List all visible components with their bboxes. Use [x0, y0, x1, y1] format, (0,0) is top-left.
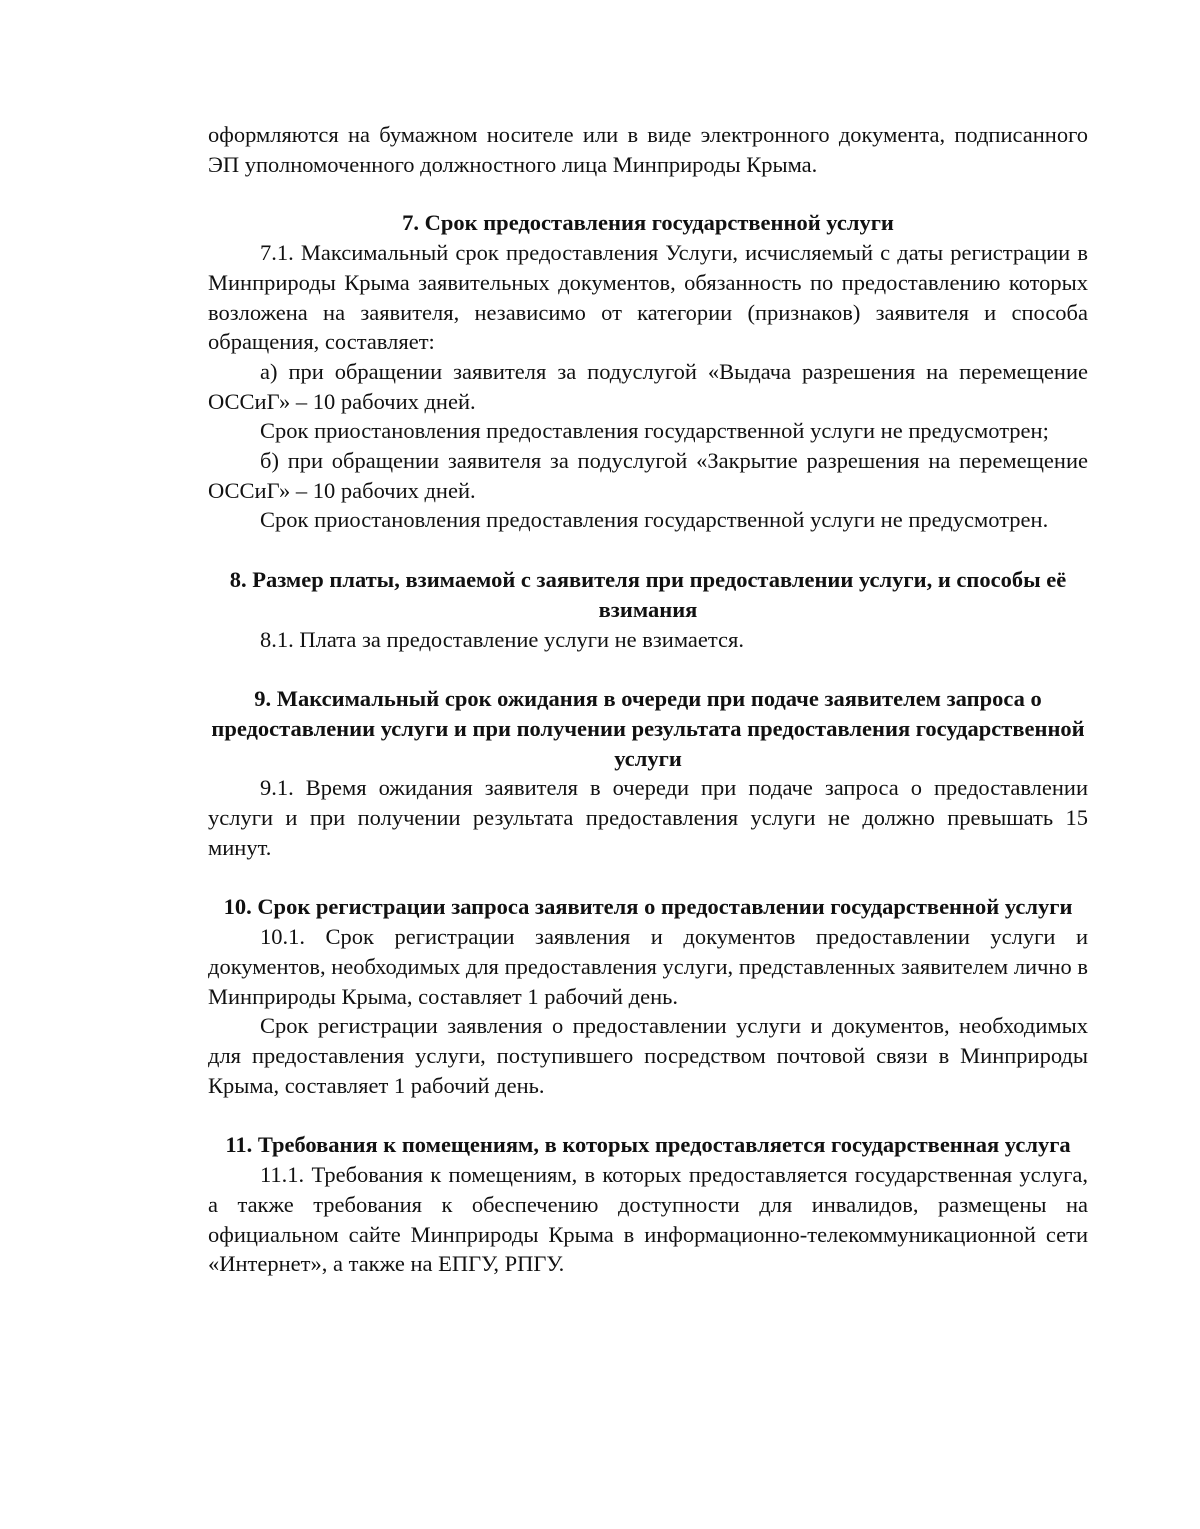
- paragraph: 10.1. Срок регистрации заявления и документов предоставлении услуги и документов, необходимых для предоставления услуги, представленных заявителем лично в Минприроды Крыма, составляет 1 рабочий день.: [208, 924, 1088, 1009]
- intro-paragraph: оформляются на бумажном носителе или в виде электронного документа, подписанного ЭП уполномоченного должностного лица Минприроды Крыма.: [208, 122, 1088, 177]
- section-heading: 11. Требования к помещениям, в которых предоставляется государственная услуга: [225, 1132, 1071, 1158]
- paragraph: Срок приостановления предоставления государственной услуги не предусмотрен;: [260, 418, 1049, 444]
- section-heading: 8. Размер платы, взимаемой с заявителя при предоставлении услуги, и способы её взимания: [229, 567, 1067, 622]
- section-11: [208, 1130, 1088, 1279]
- spacer: [208, 1100, 1088, 1130]
- document-page: [208, 120, 1088, 1279]
- section-10: [208, 892, 1088, 1100]
- spacer: [208, 535, 1088, 565]
- section-heading: 10. Срок регистрации запроса заявителя о предоставлении государственной услуги: [223, 894, 1073, 920]
- section-8: [208, 565, 1088, 654]
- paragraph: Срок приостановления предоставления государственной услуги не предусмотрен.: [260, 507, 1049, 533]
- paragraph: 8.1. Плата за предоставление услуги не взимается.: [260, 626, 744, 652]
- paragraph: 11.1. Требования к помещениям, в которых предоставляется государственная услуга, а также требования к обеспечению доступности для инвалидов, размещены на официальном сайте Минприроды Крыма в информационно-телекоммуникационной сети «Интернет», а также на ЕПГУ, РПГУ.: [208, 1162, 1088, 1277]
- spacer: [208, 654, 1088, 684]
- spacer: [208, 862, 1088, 892]
- section-heading: 7. Срок предоставления государственной услуги: [402, 210, 894, 236]
- paragraph: Срок регистрации заявления о предоставлении услуги и документов, необходимых для предоставления услуги, поступившего посредством почтовой связи в Минприроды Крыма, составляет 1 рабочий день.: [208, 1013, 1088, 1098]
- paragraph: б) при обращении заявителя за подуслугой «Закрытие разрешения на перемещение ОССиГ» – 10 рабочих дней.: [208, 448, 1088, 503]
- paragraph: 7.1. Максимальный срок предоставления Услуги, исчисляемый с даты регистрации в Минприроды Крыма заявительных документов, обязанность по предоставлению которых возложена на заявителя, независимо от категории (признаков) заявителя и способа обращения, составляет:: [208, 240, 1088, 355]
- paragraph: 9.1. Время ожидания заявителя в очереди при подаче запроса о предоставлении услуги и при получении результата предоставления услуги не должно превышать 15 минут.: [208, 775, 1088, 860]
- section-7: [208, 208, 1088, 535]
- spacer: [208, 179, 1088, 208]
- paragraph: а) при обращении заявителя за подуслугой «Выдача разрешения на перемещение ОССиГ» – 10 рабочих дней.: [208, 358, 1088, 414]
- section-heading: 9. Максимальный срок ожидания в очереди при подаче заявителем запроса о предоставлении услуги и при получении результата предоставления государственной услуги: [211, 686, 1085, 771]
- section-9: [208, 684, 1088, 862]
